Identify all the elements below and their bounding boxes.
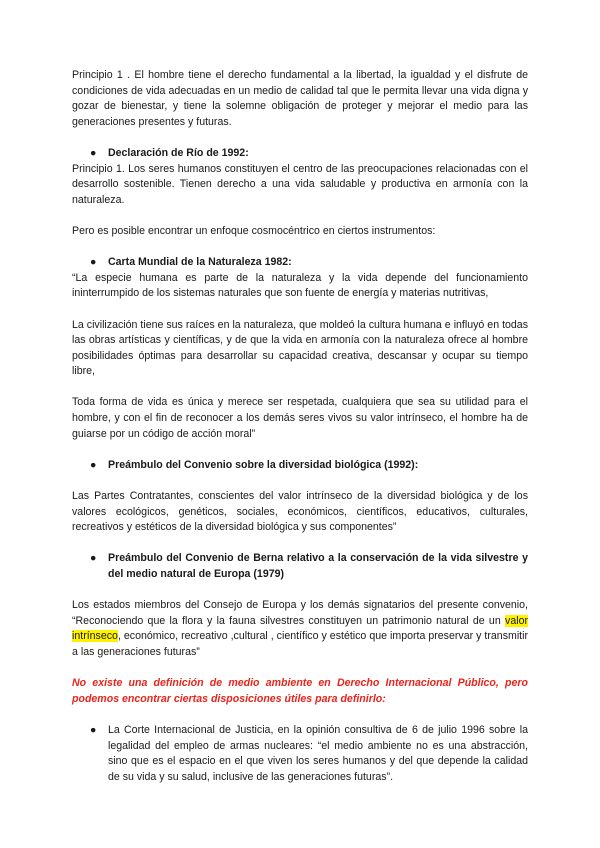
heading-convenio bbox=[90, 458, 528, 474]
bullet-icon: ● bbox=[90, 146, 97, 159]
heading-carta bbox=[90, 255, 528, 271]
bullet-icon: ● bbox=[90, 458, 97, 471]
bullet-icon: ● bbox=[90, 552, 97, 565]
berna-text-b: , económico, recreativo ,cultural , científico y estético que importa preservar y transmitir a las generaciones futuras” bbox=[72, 630, 528, 658]
enfoque-cosmocentrico: Pero es posible encontrar un enfoque cosmocéntrico en ciertos instrumentos: bbox=[72, 224, 436, 237]
definition-note: No existe una definición de medio ambiente en Derecho Internacional Público, pero podemos encontrar ciertas disposiciones útiles para definirlo: bbox=[72, 677, 528, 705]
document-page bbox=[72, 68, 528, 785]
corte-internacional-text: La Corte Internacional de Justicia, en la opinión consultiva de 6 de julio 1996 sobre la legalidad del empleo de armas nucleares: “el medio ambiente no es una abstracción, sino que es el espacio en el que viven los seres humanos y del que depende la calidad de su vida y su salud, inclusive de las generaciones futuras”. bbox=[108, 723, 528, 783]
principio-1-rio: Principio 1. Los seres humanos constituyen el centro de las preocupaciones relacionadas con el desarrollo sostenible. Tienen derecho a una vida saludable y productiva en armonía con la naturaleza. bbox=[72, 162, 528, 206]
list-item bbox=[90, 723, 528, 785]
heading-convenio-text: Preámbulo del Convenio sobre la diversidad biológica (1992): bbox=[108, 458, 419, 471]
principio-1-estocolmo: Principio 1 . El hombre tiene el derecho fundamental a la libertad, la igualdad y el disfrute de condiciones de vida adecuadas en un medio de calidad tal que le permita llevar una vida digna y gozar de bienestar, y tiene la solemne obligación de proteger y mejorar el medio para las generaciones presentes y futuras. bbox=[72, 69, 528, 128]
bullet-icon: ● bbox=[90, 723, 97, 736]
berna-text-a: Los estados miembros del Consejo de Europa y los demás signatarios del presente convenio, “Reconociendo que la flora y la fauna silvestres constituyen un patrimonio natural de un bbox=[72, 599, 528, 627]
convenio-paragraph: Las Partes Contratantes, conscientes del valor intrínseco de la diversidad biológica y de los valores ecológicos, genéticos, sociales, económicos, científicos, educativos, culturales, recreativos y estéticos de la diversidad biológica y sus componentes” bbox=[72, 490, 528, 534]
bullet-icon: ● bbox=[90, 256, 97, 269]
highlighted-text: valor intrínseco bbox=[72, 614, 528, 643]
heading-rio bbox=[90, 146, 528, 162]
berna-paragraph bbox=[72, 598, 528, 660]
carta-paragraph-2: La civilización tiene sus raíces en la naturaleza, que moldeó la cultura humana e influyó en todas las obras artísticas y científicas, y de que la vida en armonía con la naturaleza ofrece al hombre posibilidades óptimas para desarrollar su capacidad creativa, descansar y ocupar su tiempo libre, bbox=[72, 318, 528, 378]
heading-berna bbox=[90, 551, 528, 582]
heading-carta-text: Carta Mundial de la Naturaleza 1982: bbox=[108, 256, 292, 269]
carta-paragraph-3: Toda forma de vida es única y merece ser respetada, cualquiera que sea su utilidad para el hombre, y con el fin de reconocer a los demás seres vivos su valor intrínseco, el hombre ha de guiarse por un código de acción moral” bbox=[72, 396, 528, 440]
heading-berna-text: Preámbulo del Convenio de Berna relativo a la conservación de la vida silvestre y del medio natural de Europa (1979) bbox=[108, 552, 528, 580]
carta-paragraph-1: “La especie humana es parte de la naturaleza y la vida depende del funcionamiento ininterrumpido de los sistemas naturales que son fuente de energía y materias nutritivas, bbox=[72, 271, 528, 300]
heading-rio-text: Declaración de Río de 1992: bbox=[108, 146, 249, 159]
